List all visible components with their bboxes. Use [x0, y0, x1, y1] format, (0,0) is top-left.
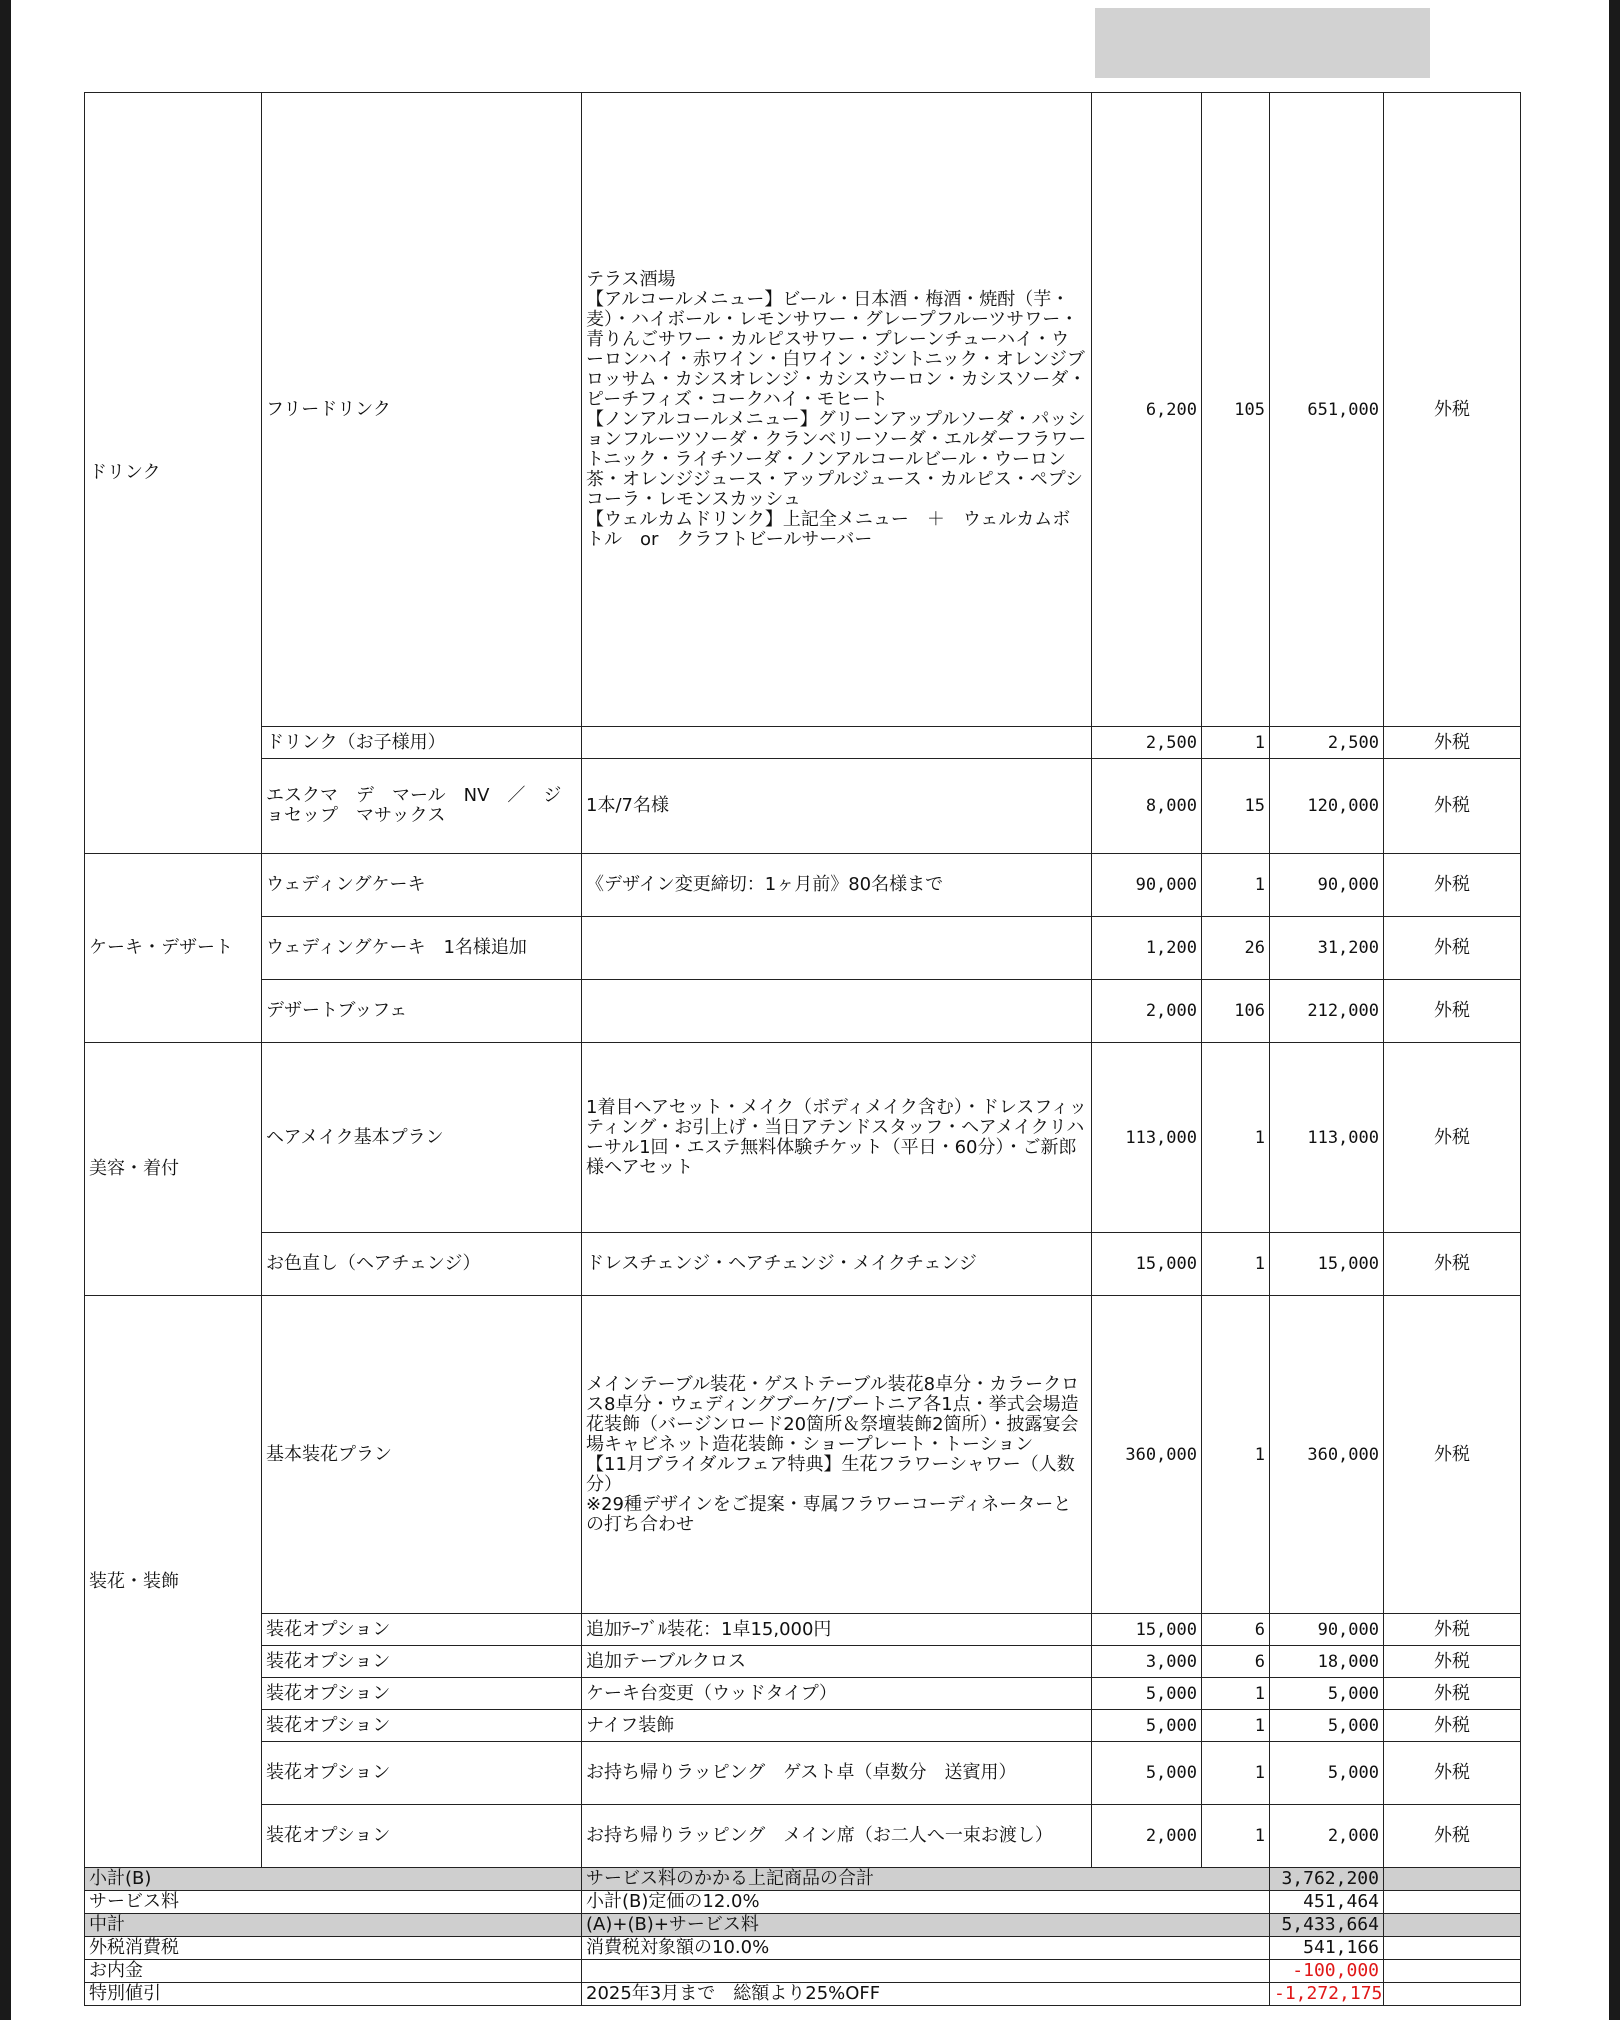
tax-type: 外税	[1384, 1614, 1521, 1646]
item-name: 装花オプション	[262, 1805, 582, 1868]
quantity: 1	[1202, 1043, 1270, 1233]
table-row	[85, 854, 1521, 917]
item-name: お色直し（ヘアチェンジ）	[262, 1233, 582, 1296]
table-row	[85, 980, 1521, 1043]
item-description: ナイフ装飾	[582, 1710, 1092, 1742]
unit-price: 360,000	[1092, 1296, 1202, 1614]
unit-price: 2,000	[1092, 1805, 1202, 1868]
tax-type: 外税	[1384, 917, 1521, 980]
tax-type: 外税	[1384, 1710, 1521, 1742]
category-cell: ドリンク	[85, 93, 262, 854]
category-cell: 美容・着付	[85, 1043, 262, 1296]
item-name: フリードリンク	[262, 93, 582, 727]
tax-type: 外税	[1384, 1233, 1521, 1296]
unit-price: 6,200	[1092, 93, 1202, 727]
quantity: 1	[1202, 1233, 1270, 1296]
summary-empty	[1384, 1983, 1521, 2006]
unit-price: 5,000	[1092, 1710, 1202, 1742]
table-row	[85, 1678, 1521, 1710]
item-name: デザートブッフェ	[262, 980, 582, 1043]
amount: 90,000	[1270, 1614, 1384, 1646]
item-description	[582, 727, 1092, 759]
item-description	[582, 980, 1092, 1043]
table-row	[85, 93, 1521, 727]
redacted-block	[1095, 8, 1430, 78]
unit-price: 5,000	[1092, 1742, 1202, 1805]
item-name: 装花オプション	[262, 1742, 582, 1805]
summary-row-deposit	[85, 1960, 1521, 1983]
quantity: 6	[1202, 1646, 1270, 1678]
tax-type: 外税	[1384, 1742, 1521, 1805]
item-description: 1着目ヘアセット・メイク（ボディメイク含む）・ドレスフィッティング・お引上げ・当日アテンドスタッフ・ヘアメイクリハーサル1回・エステ無料体験チケット（平日・60分）・ご新郎様ヘアセット	[582, 1043, 1092, 1233]
summary-note: 小計(B)定価の12.0%	[582, 1891, 1270, 1914]
unit-price: 8,000	[1092, 759, 1202, 854]
unit-price: 2,500	[1092, 727, 1202, 759]
item-description	[582, 917, 1092, 980]
quantity: 1	[1202, 727, 1270, 759]
unit-price: 90,000	[1092, 854, 1202, 917]
table-row	[85, 727, 1521, 759]
item-description: ケーキ台変更（ウッドタイプ）	[582, 1678, 1092, 1710]
quantity: 1	[1202, 1296, 1270, 1614]
table-row	[85, 1233, 1521, 1296]
table-row	[85, 1043, 1521, 1233]
amount: 120,000	[1270, 759, 1384, 854]
right-edge	[1609, 0, 1620, 2020]
summary-empty	[1384, 1868, 1521, 1891]
summary-note	[582, 1960, 1270, 1983]
table-row	[85, 917, 1521, 980]
quantity: 1	[1202, 1678, 1270, 1710]
summary-row-tax	[85, 1937, 1521, 1960]
amount: 212,000	[1270, 980, 1384, 1043]
summary-amount: -1,272,175	[1270, 1983, 1384, 2006]
item-name: ウェディングケーキ	[262, 854, 582, 917]
table-row	[85, 1710, 1521, 1742]
summary-empty	[1384, 1937, 1521, 1960]
item-name: ドリンク（お子様用）	[262, 727, 582, 759]
tax-type: 外税	[1384, 759, 1521, 854]
item-name: 基本装花プラン	[262, 1296, 582, 1614]
amount: 5,000	[1270, 1742, 1384, 1805]
item-name: ウェディングケーキ 1名様追加	[262, 917, 582, 980]
table-row	[85, 1614, 1521, 1646]
quantity: 1	[1202, 854, 1270, 917]
summary-label: サービス料	[85, 1891, 582, 1914]
table-row	[85, 1805, 1521, 1868]
summary-label: 外税消費税	[85, 1937, 582, 1960]
unit-price: 5,000	[1092, 1678, 1202, 1710]
amount: 18,000	[1270, 1646, 1384, 1678]
item-name: ヘアメイク基本プラン	[262, 1043, 582, 1233]
table-row	[85, 1742, 1521, 1805]
summary-label: 特別値引	[85, 1983, 582, 2006]
amount: 5,000	[1270, 1710, 1384, 1742]
summary-amount: 541,166	[1270, 1937, 1384, 1960]
amount: 360,000	[1270, 1296, 1384, 1614]
amount: 90,000	[1270, 854, 1384, 917]
unit-price: 113,000	[1092, 1043, 1202, 1233]
item-name: 装花オプション	[262, 1646, 582, 1678]
summary-empty	[1384, 1914, 1521, 1937]
table-row	[85, 1296, 1521, 1614]
summary-empty	[1384, 1891, 1521, 1914]
item-name: 装花オプション	[262, 1614, 582, 1646]
tax-type: 外税	[1384, 727, 1521, 759]
tax-type: 外税	[1384, 1646, 1521, 1678]
item-description: お持ち帰りラッピング ゲスト卓（卓数分 送賓用）	[582, 1742, 1092, 1805]
summary-row-subtotal	[85, 1868, 1521, 1891]
item-description: お持ち帰りラッピング メイン席（お二人へ一束お渡し）	[582, 1805, 1092, 1868]
quantity: 1	[1202, 1805, 1270, 1868]
tax-type: 外税	[1384, 1296, 1521, 1614]
summary-empty	[1384, 1960, 1521, 1983]
amount: 15,000	[1270, 1233, 1384, 1296]
table-row	[85, 1646, 1521, 1678]
unit-price: 15,000	[1092, 1614, 1202, 1646]
tax-type: 外税	[1384, 854, 1521, 917]
quantity: 26	[1202, 917, 1270, 980]
unit-price: 1,200	[1092, 917, 1202, 980]
item-description: 追加ﾃｰﾌﾞﾙ装花：1卓15,000円	[582, 1614, 1092, 1646]
left-edge	[0, 0, 11, 2020]
unit-price: 15,000	[1092, 1233, 1202, 1296]
summary-label: お内金	[85, 1960, 582, 1983]
summary-row-midtotal	[85, 1914, 1521, 1937]
quantity: 15	[1202, 759, 1270, 854]
summary-label: 中計	[85, 1914, 582, 1937]
quantity: 6	[1202, 1614, 1270, 1646]
quantity: 1	[1202, 1742, 1270, 1805]
summary-note: 2025年3月まで 総額より25%OFF	[582, 1983, 1270, 2006]
table-row	[85, 759, 1521, 854]
tax-type: 外税	[1384, 93, 1521, 727]
tax-type: 外税	[1384, 1043, 1521, 1233]
summary-note: 消費税対象額の10.0%	[582, 1937, 1270, 1960]
item-description: メインテーブル装花・ゲストテーブル装花8卓分・カラークロス8卓分・ウェディングブーケ/ブートニア各1点・挙式会場造花装飾（バージンロード20箇所＆祭壇装飾2箇所）・披露宴会場キャビネット造花装飾・ショープレート・トーション 【11月ブライダルフェア特典】生花フラワーシャワー（人数分） ※29種デザインをご提案・専属フラワーコーディネーターとの打ち合わせ	[582, 1296, 1092, 1614]
quantity: 105	[1202, 93, 1270, 727]
summary-amount: -100,000	[1270, 1960, 1384, 1983]
amount: 31,200	[1270, 917, 1384, 980]
category-cell: 装花・装飾	[85, 1296, 262, 1868]
quantity: 1	[1202, 1710, 1270, 1742]
summary-label: 小計(B)	[85, 1868, 582, 1891]
tax-type: 外税	[1384, 1678, 1521, 1710]
tax-type: 外税	[1384, 980, 1521, 1043]
unit-price: 3,000	[1092, 1646, 1202, 1678]
amount: 113,000	[1270, 1043, 1384, 1233]
item-name: エスクマ デ マール NV ／ ジョセップ マサックス	[262, 759, 582, 854]
summary-amount: 5,433,664	[1270, 1914, 1384, 1937]
item-name: 装花オプション	[262, 1710, 582, 1742]
summary-note: サービス料のかかる上記商品の合計	[582, 1868, 1270, 1891]
tax-type: 外税	[1384, 1805, 1521, 1868]
unit-price: 2,000	[1092, 980, 1202, 1043]
item-description: 追加テーブルクロス	[582, 1646, 1092, 1678]
quantity: 106	[1202, 980, 1270, 1043]
summary-note: (A)+(B)+サービス料	[582, 1914, 1270, 1937]
estimate-table	[84, 92, 1521, 2006]
item-description: 1本/7名様	[582, 759, 1092, 854]
item-description: ドレスチェンジ・ヘアチェンジ・メイクチェンジ	[582, 1233, 1092, 1296]
amount: 5,000	[1270, 1678, 1384, 1710]
summary-row-discount	[85, 1983, 1521, 2006]
amount: 2,000	[1270, 1805, 1384, 1868]
amount: 2,500	[1270, 727, 1384, 759]
category-cell: ケーキ・デザート	[85, 854, 262, 1043]
summary-amount: 3,762,200	[1270, 1868, 1384, 1891]
item-description: 《デザイン変更締切：1ヶ月前》80名様まで	[582, 854, 1092, 917]
item-name: 装花オプション	[262, 1678, 582, 1710]
item-description: テラス酒場 【アルコールメニュー】ビール・日本酒・梅酒・焼酎（芋・麦）・ハイボール・レモンサワー・グレープフルーツサワー・青りんごサワー・カルピスサワー・プレーンチューハイ・ウーロンハイ・赤ワイン・白ワイン・ジントニック・オレンジブロッサム・カシスオレンジ・カシスウーロン・カシスソーダ・ピーチフィズ・コークハイ・モヒート 【ノンアルコールメニュー】グリーンアップルソーダ・パッションフルーツソーダ・クランベリーソーダ・エルダーフラワートニック・ライチソーダ・ノンアルコールビール・ウーロン茶・オレンジジュース・アップルジュース・カルピス・ペプシコーラ・レモンスカッシュ 【ウェルカムドリンク】上記全メニュー ＋ ウェルカムボトル or クラフトビールサーバー	[582, 93, 1092, 727]
summary-amount: 451,464	[1270, 1891, 1384, 1914]
amount: 651,000	[1270, 93, 1384, 727]
summary-row-service	[85, 1891, 1521, 1914]
